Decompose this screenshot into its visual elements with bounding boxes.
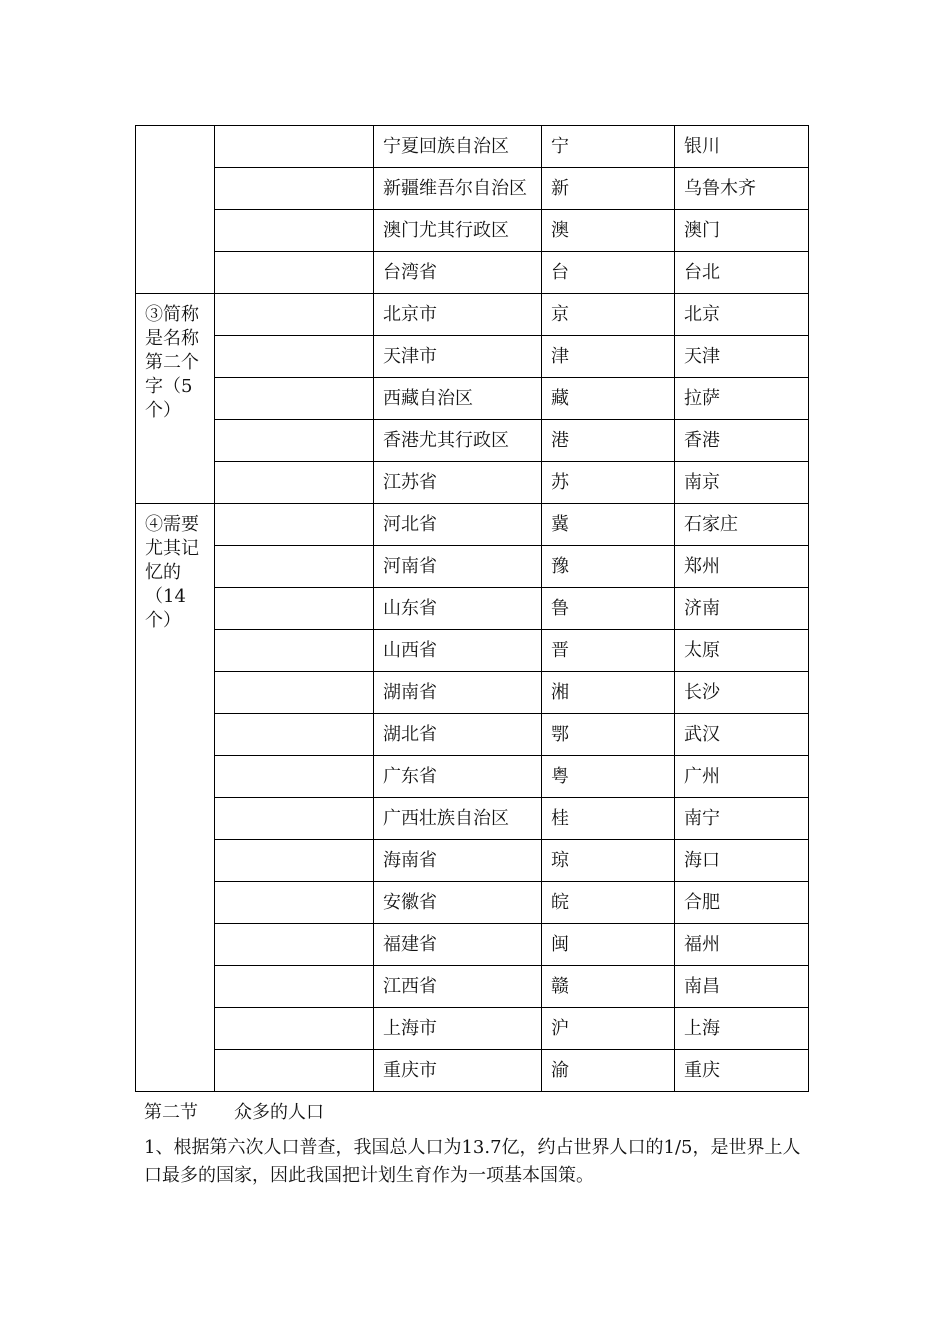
- abbreviation-cell: 赣: [542, 966, 675, 1008]
- province-name-cell: 西藏自治区: [374, 378, 542, 420]
- abbreviation-cell: 苏: [542, 462, 675, 504]
- empty-cell: [215, 420, 374, 462]
- capital-cell: 武汉: [675, 714, 809, 756]
- abbreviation-cell: 晋: [542, 630, 675, 672]
- empty-cell: [215, 378, 374, 420]
- province-name-cell: 新疆维吾尔自治区: [374, 168, 542, 210]
- capital-cell: 香港: [675, 420, 809, 462]
- table-row: [136, 252, 809, 294]
- table-row: [136, 504, 809, 546]
- empty-cell: [215, 672, 374, 714]
- abbreviation-cell: 台: [542, 252, 675, 294]
- capital-cell: 济南: [675, 588, 809, 630]
- province-name-cell: 广东省: [374, 756, 542, 798]
- abbreviation-cell: 新: [542, 168, 675, 210]
- capital-cell: 银川: [675, 126, 809, 168]
- table-row: [136, 798, 809, 840]
- province-name-cell: 宁夏回族自治区: [374, 126, 542, 168]
- document-page: [135, 125, 808, 1190]
- empty-cell: [215, 966, 374, 1008]
- table-row: [136, 714, 809, 756]
- table-row: [136, 336, 809, 378]
- table-row: [136, 840, 809, 882]
- province-name-cell: 河北省: [374, 504, 542, 546]
- abbreviation-cell: 鄂: [542, 714, 675, 756]
- province-name-cell: 江苏省: [374, 462, 542, 504]
- table-row: [136, 756, 809, 798]
- table-row: [136, 966, 809, 1008]
- section-heading: [144, 1100, 808, 1126]
- empty-cell: [215, 210, 374, 252]
- capital-cell: 合肥: [675, 882, 809, 924]
- group-label: ④需要尤其记忆的（14个）: [136, 504, 215, 1092]
- group-label: ③简称是名称第二个字（5个）: [136, 294, 215, 504]
- empty-cell: [215, 252, 374, 294]
- table-row: [136, 882, 809, 924]
- capital-cell: 上海: [675, 1008, 809, 1050]
- capital-cell: 南京: [675, 462, 809, 504]
- table-row: [136, 210, 809, 252]
- empty-cell: [215, 840, 374, 882]
- empty-cell: [215, 588, 374, 630]
- empty-cell: [215, 546, 374, 588]
- province-name-cell: 香港尤其行政区: [374, 420, 542, 462]
- abbreviation-cell: 闽: [542, 924, 675, 966]
- table-row: [136, 294, 809, 336]
- province-name-cell: 湖南省: [374, 672, 542, 714]
- province-name-cell: 海南省: [374, 840, 542, 882]
- table-row: [136, 378, 809, 420]
- empty-cell: [215, 798, 374, 840]
- abbreviation-cell: 京: [542, 294, 675, 336]
- capital-cell: 南昌: [675, 966, 809, 1008]
- province-name-cell: 北京市: [374, 294, 542, 336]
- province-name-cell: 天津市: [374, 336, 542, 378]
- group-label: [136, 126, 215, 294]
- empty-cell: [215, 126, 374, 168]
- table-row: [136, 588, 809, 630]
- table-row: [136, 672, 809, 714]
- capital-cell: 福州: [675, 924, 809, 966]
- province-name-cell: 湖北省: [374, 714, 542, 756]
- abbreviation-cell: 湘: [542, 672, 675, 714]
- province-name-cell: 上海市: [374, 1008, 542, 1050]
- empty-cell: [215, 462, 374, 504]
- province-table: [135, 125, 809, 1092]
- abbreviation-cell: 皖: [542, 882, 675, 924]
- abbreviation-cell: 渝: [542, 1050, 675, 1092]
- table-row: [136, 924, 809, 966]
- empty-cell: [215, 882, 374, 924]
- section-title: 众多的人口: [234, 1102, 324, 1123]
- empty-cell: [215, 168, 374, 210]
- table-row: [136, 420, 809, 462]
- province-name-cell: 江西省: [374, 966, 542, 1008]
- table-row: [136, 126, 809, 168]
- abbreviation-cell: 藏: [542, 378, 675, 420]
- abbreviation-cell: 津: [542, 336, 675, 378]
- empty-cell: [215, 630, 374, 672]
- capital-cell: 拉萨: [675, 378, 809, 420]
- empty-cell: [215, 714, 374, 756]
- population-paragraph: 1、根据第六次人口普查，我国总人口为13.7亿，约占世界人口的1/5，是世界上人口最多的国家，因此我国把计划生育作为一项基本国策。: [144, 1137, 801, 1186]
- province-name-cell: 福建省: [374, 924, 542, 966]
- empty-cell: [215, 504, 374, 546]
- empty-cell: [215, 1050, 374, 1092]
- capital-cell: 石家庄: [675, 504, 809, 546]
- province-name-cell: 澳门尤其行政区: [374, 210, 542, 252]
- abbreviation-cell: 粤: [542, 756, 675, 798]
- table-row: [136, 462, 809, 504]
- province-name-cell: 重庆市: [374, 1050, 542, 1092]
- province-name-cell: 广西壮族自治区: [374, 798, 542, 840]
- capital-cell: 太原: [675, 630, 809, 672]
- abbreviation-cell: 桂: [542, 798, 675, 840]
- section-number: 第二节: [144, 1102, 198, 1123]
- province-name-cell: 山西省: [374, 630, 542, 672]
- capital-cell: 重庆: [675, 1050, 809, 1092]
- empty-cell: [215, 924, 374, 966]
- province-name-cell: 台湾省: [374, 252, 542, 294]
- capital-cell: 广州: [675, 756, 809, 798]
- abbreviation-cell: 澳: [542, 210, 675, 252]
- capital-cell: 台北: [675, 252, 809, 294]
- capital-cell: 北京: [675, 294, 809, 336]
- abbreviation-cell: 冀: [542, 504, 675, 546]
- empty-cell: [215, 294, 374, 336]
- table-row: [136, 168, 809, 210]
- abbreviation-cell: 宁: [542, 126, 675, 168]
- capital-cell: 郑州: [675, 546, 809, 588]
- province-name-cell: 安徽省: [374, 882, 542, 924]
- table-row: [136, 1008, 809, 1050]
- capital-cell: 南宁: [675, 798, 809, 840]
- table-row: [136, 546, 809, 588]
- abbreviation-cell: 沪: [542, 1008, 675, 1050]
- capital-cell: 长沙: [675, 672, 809, 714]
- province-name-cell: 山东省: [374, 588, 542, 630]
- abbreviation-cell: 港: [542, 420, 675, 462]
- table-row: [136, 1050, 809, 1092]
- empty-cell: [215, 1008, 374, 1050]
- capital-cell: 澳门: [675, 210, 809, 252]
- abbreviation-cell: 豫: [542, 546, 675, 588]
- abbreviation-cell: 鲁: [542, 588, 675, 630]
- province-name-cell: 河南省: [374, 546, 542, 588]
- capital-cell: 天津: [675, 336, 809, 378]
- abbreviation-cell: 琼: [542, 840, 675, 882]
- empty-cell: [215, 336, 374, 378]
- capital-cell: 海口: [675, 840, 809, 882]
- capital-cell: 乌鲁木齐: [675, 168, 809, 210]
- empty-cell: [215, 756, 374, 798]
- table-row: [136, 630, 809, 672]
